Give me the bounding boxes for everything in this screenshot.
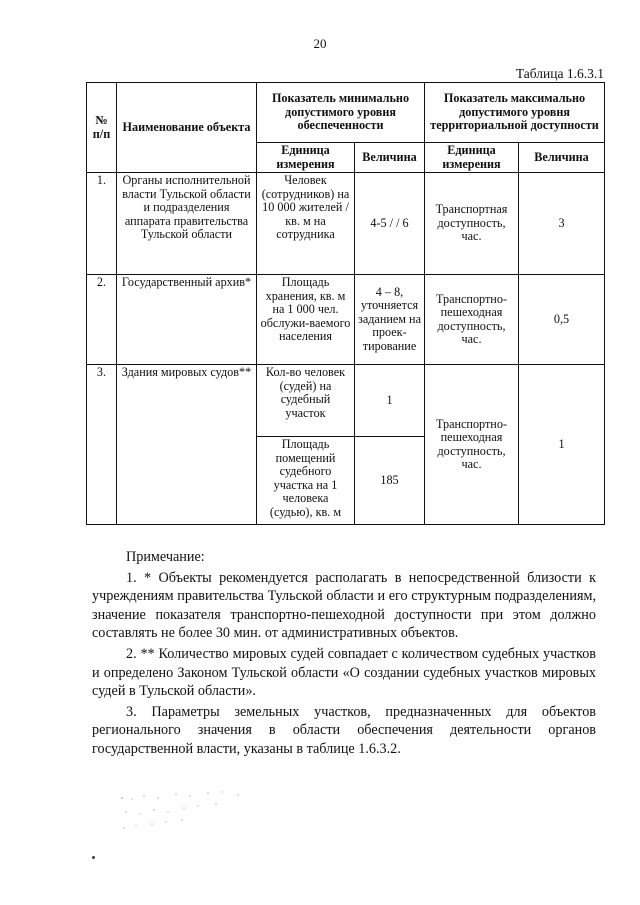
row-num: 3. — [87, 365, 117, 525]
table-row — [87, 365, 605, 437]
row-name: Государственный архив* — [117, 275, 257, 365]
margin-dot — [92, 856, 95, 859]
table-row — [87, 173, 605, 275]
row-access-value: 1 — [519, 365, 605, 525]
header-unit2: Единица измерения — [425, 143, 519, 173]
row-value-b: 185 — [355, 437, 425, 525]
row-unit: Площадь хранения, кв. м на 1 000 чел. обслужи-ваемого населения — [257, 275, 355, 365]
header-max-access: Показатель максимально допустимого уровня территориальной доступности — [425, 83, 605, 143]
note-2: 2. ** Количество мировых судей совпадает с количеством судебных участков и определено Законом Тульской области «О создании судебных участков мировых судей в Тульской области». — [92, 645, 596, 700]
note-3: 3. Параметры земельных участков, предназначенных для объектов регионального значения в области обеспечения деятельности органов государственной власти, указаны в таблице 1.6.3.2. — [92, 703, 596, 757]
notes-title: Примечание: — [126, 549, 205, 565]
notes-section — [92, 548, 596, 759]
row-access-value: 3 — [519, 173, 605, 275]
row-unit: Человек (сотрудников) на 10 000 жителей / кв. м на сотрудника — [257, 173, 355, 275]
page-number: 20 — [313, 36, 327, 51]
row-value: 1 — [355, 365, 425, 437]
faint-stamp-marks — [118, 790, 268, 840]
row-num: 1. — [87, 173, 117, 275]
header-name: Наименование объекта — [117, 83, 257, 173]
header-value2: Величина — [519, 143, 605, 173]
row-access-value: 0,5 — [519, 275, 605, 365]
header-min-level: Показатель минимально допустимого уровня обеспеченности — [257, 83, 425, 143]
header-unit: Единица измерения — [257, 143, 355, 173]
note-1: 1. * Объекты рекомендуется располагать в непосредственной близости к учреждениям правительства Тульской области и его структурным подразделениям, значение показателя транспортно-пешеходной доступности при этом должно составлять не более 30 мин. от административных объектов. — [92, 569, 596, 642]
row-unit-b: Площадь помещений судебного участка на 1 человека (судью), кв. м — [257, 437, 355, 525]
row-num: 2. — [87, 275, 117, 365]
row-value: 4-5 / / 6 — [355, 173, 425, 275]
row-access-unit: Транспортно-пешеходная доступность, час. — [425, 275, 519, 365]
row-name: Здания мировых судов** — [117, 365, 257, 525]
standards-table — [86, 82, 605, 525]
table-caption: Таблица 1.6.3.1 — [515, 66, 604, 81]
row-name: Органы исполнительной власти Тульской области и подразделения аппарата правительства Тульской области — [117, 173, 257, 275]
header-num: № п/п — [87, 83, 117, 173]
row-value: 4 – 8, уточняется заданием на проек-тирование — [355, 275, 425, 365]
table-row — [87, 275, 605, 365]
row-access-unit: Транспортно-пешеходная доступность, час. — [425, 365, 519, 525]
header-value: Величина — [355, 143, 425, 173]
row-unit: Кол-во человек (судей) на судебный участок — [257, 365, 355, 437]
row-access-unit: Транспортная доступность, час. — [425, 173, 519, 275]
